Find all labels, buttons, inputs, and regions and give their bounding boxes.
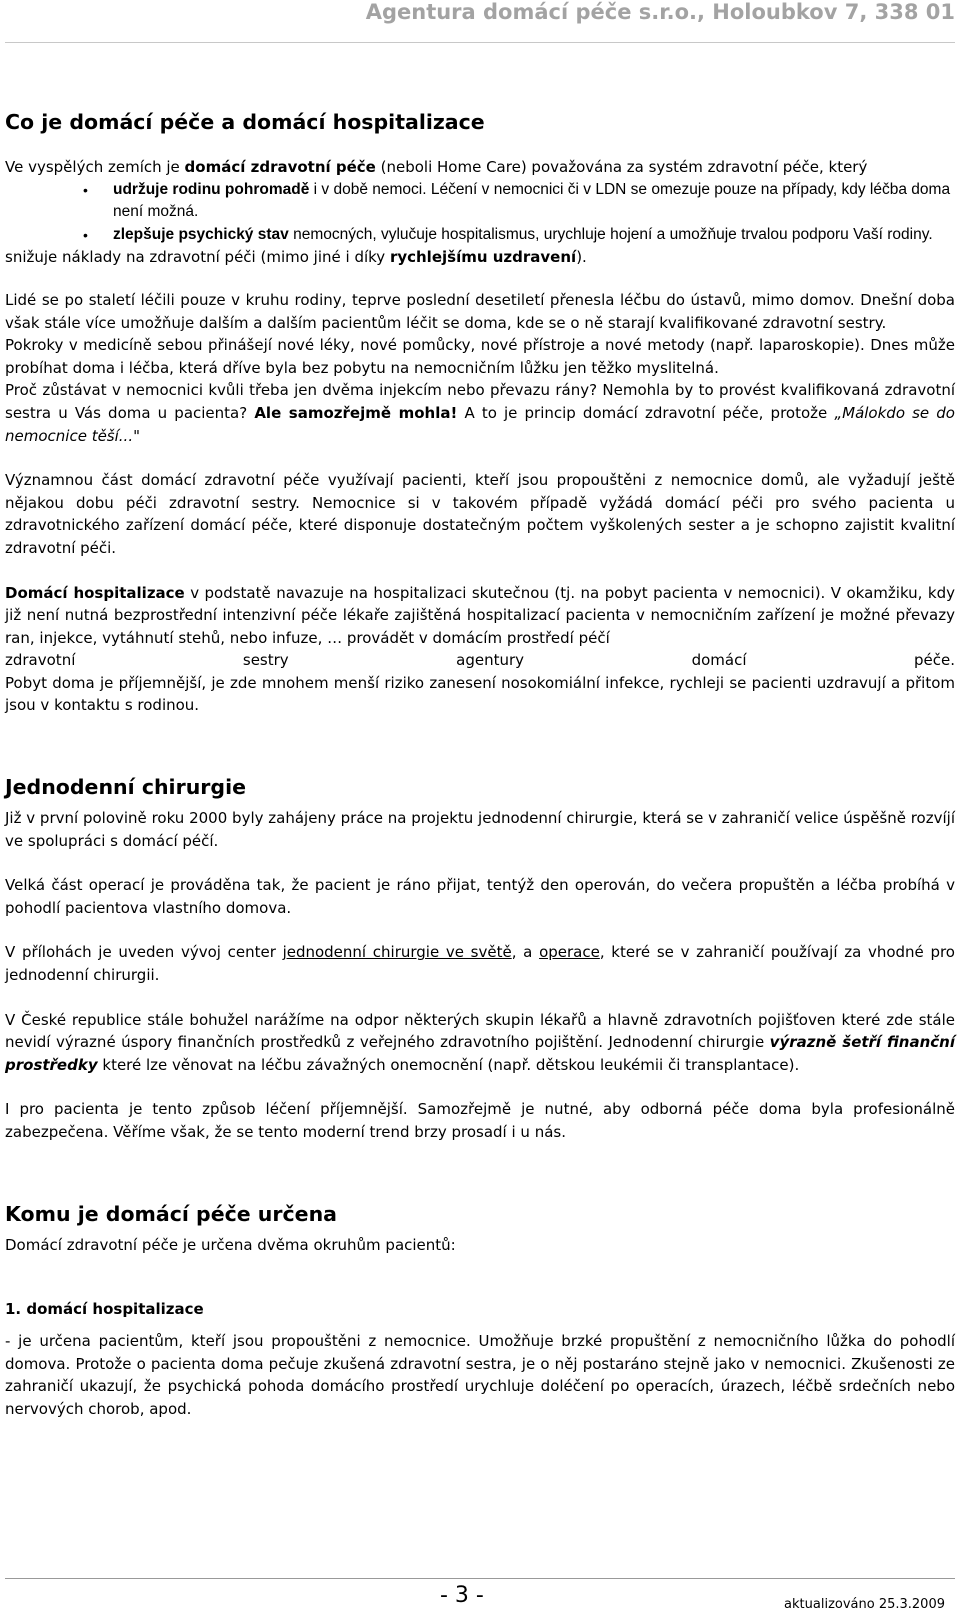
costs-paragraph	[5, 246, 955, 269]
day-surgery-paragraph-1: Již v první polovině roku 2000 byly zahájeny práce na projektu jednodenní chirurgie, která se v zahraničí velice úspěšně rozvíjí ve spolupráci s domácí péčí.	[5, 809, 955, 850]
day-surgery-paragraph-4	[5, 1009, 955, 1077]
bullet-bold: zlepšuje psychický stav	[113, 225, 289, 243]
page-number: - 3 -	[440, 1583, 484, 1608]
list-item	[113, 224, 955, 247]
document-content	[5, 108, 955, 1421]
home-hospitalization-text: v podstatě navazuje na hospitalizaci skutečnou (tj. na pobyt pacienta v nemocnici). V okamžiku, kdy již není nutná bezprostřední intenzivní péče lékaře zajištěná hospitalizací pacienta v nemocničním zařízení je možné převazy ran, injekce, vytáhnutí stehů, nebo infuze, … provádět v domácím prostředí péčí	[5, 583, 955, 647]
section-heading-target-groups: Komu je domácí péče určena	[5, 1201, 337, 1226]
subheading-home-hospitalization: 1. domácí hospitalizace	[5, 1300, 204, 1319]
home-comfort-paragraph: Pobyt doma je příjemnější, je zde mnohem menší riziko zanesení nosokomiální infekce, rychleji se pacienti uzdravují a přitom jsou v kontaktu s rodinou.	[5, 673, 955, 715]
last-updated: aktualizováno 25.3.2009	[784, 1597, 945, 1612]
link-day-surgery-centers[interactable]: jednodenní chirurgie ve světě	[282, 943, 512, 962]
day-surgery-paragraph-3	[5, 941, 955, 986]
czech-text-2: které lze věnovat na léčbu závažných onemocnění (např. dětskou leukémii či transplantace).	[97, 1055, 800, 1074]
bullet-text: i v době nemoci. Léčení v nemocnici či v LDN se omezuje pouze na případy, kdy léčba doma není možná.	[113, 180, 951, 221]
attachments-text-2: , a	[511, 943, 540, 962]
czech-text: V České republice stále bohužel narážíme na odpor některých skupin lékařů a hlavně zdravotních pojišťoven které zde stále nevidí výrazné úspory finančních prostředků z veřejného zdravotního pojištění. Jednodenní chirurgie	[5, 1010, 955, 1052]
link-operations[interactable]: operace	[539, 943, 600, 962]
costs-text-end: ).	[576, 248, 587, 267]
section-heading-day-surgery: Jednodenní chirurgie	[5, 775, 247, 800]
principle-text-2: A to je princip domácí zdravotní péče, protože	[457, 403, 835, 422]
intro-paragraph	[5, 156, 955, 179]
page-header: Agentura domácí péče s.r.o., Holoubkov 7, 338 01	[365, 0, 955, 24]
principle-paragraph	[5, 379, 955, 447]
intro-bold: domácí zdravotní péče	[184, 158, 376, 176]
attachments-text: V přílohách je uveden vývoj center	[5, 943, 283, 962]
home-hospitalization-paragraph	[5, 582, 955, 650]
history-paragraph: Lidé se po staletí léčili pouze v kruhu rodiny, teprve poslední desetiletí přenesla léčbu do ústavů, mimo domov. Dnešní doba však stále více umožňuje dalším a dalším pacientům léčit se doma, kde se o ně starají kvalifikované zdravotní sestry.	[5, 290, 955, 332]
discharged-patients-paragraph: Významnou část domácí zdravotní péče využívají pacienti, kteří jsou propouštěni z nemocnice domů, ale vyžadují ještě nějakou dobu péči zdravotní sestry. Nemocnice si v takovém případě vyžádá domácí péči pro svého pacienta u zdravotnického zařízení domácí péče, které disponuje dostatečným počtem vyškolených sester a je schopno zajistit kvalitní zdravotní péči.	[5, 471, 955, 557]
principle-bold: Ale samozřejmě mohla!	[254, 403, 458, 422]
day-surgery-paragraph-5: I pro pacienta je tento způsob léčení příjemnější. Samozřejmě je nutné, aby odborná péče doma byla profesionálně zabezpečena. Věříme však, že se tento moderní trend brzy prosadí i u nás.	[5, 1100, 955, 1141]
footer-divider	[5, 1578, 955, 1579]
progress-paragraph: Pokroky v medicíně sebou přinášejí nové léky, nové pomůcky, nové přístroje a nové metody (např. laparoskopie). Dnes může probíhat doma i léčba, která dříve byla bez pobytu na nemocničním lůžku jen těžko myslitelná.	[5, 336, 955, 377]
principle-quote: „Málokdo se do nemocnice těší...	[5, 403, 955, 445]
principle-text: Proč zůstávat v nemocnici kvůli třeba jen dvěma injekcím nebo převazu rány? Nemohla by to provést kvalifikovaná zdravotní sestra u Vás doma u pacienta?	[5, 381, 955, 422]
bullet-text: nemocných, vylučuje hospitalismus, urychluje hojení a umožňuje trvalou podporu Vaší rodiny.	[288, 225, 933, 243]
target-groups-intro: Domácí zdravotní péče je určena dvěma okruhům pacientů:	[5, 1235, 456, 1254]
home-hospitalization-line: zdravotní sestry agentury domácí péče.	[5, 651, 955, 670]
costs-bold: rychlejšímu uzdravení	[389, 248, 577, 267]
bullet-bold: udržuje rodinu pohromadě	[113, 180, 310, 198]
principle-quote-end: "	[133, 426, 140, 445]
day-surgery-paragraph-2: Velká část operací je prováděna tak, že pacient je ráno přijat, tentýž den operován, do večera propuštěn a léčba probíhá v pohodlí pacientova vlastního domova.	[5, 876, 955, 917]
list-item	[113, 179, 955, 224]
costs-text: snižuje náklady na zdravotní péči (mimo jiné i díky	[5, 248, 390, 267]
savings-emphasis: výrazně šetří finanční prostředky	[5, 1033, 955, 1074]
benefits-list	[5, 179, 955, 247]
home-hospitalization-description: - je určena pacientům, kteří jsou propouštěni z nemocnice. Umožňuje brzké propuštění z nemocničního lůžka do pohodlí domova. Protože o pacienta doma pečuje zkušená zdravotní sestra, je o něj postaráno stejně jako v nemocnici. Zkušenosti ze zahraničí ukazují, že psychická pohoda domácího prostředí urychluje doléčení po operacích, úrazech, léčbě srdečních nebo nervových chorob, apod.	[5, 1332, 955, 1418]
intro-text-end: (neboli Home Care) považována za systém zdravotní péče, který	[375, 158, 868, 176]
header-divider	[5, 42, 955, 43]
home-hospitalization-bold: Domácí hospitalizace	[5, 583, 185, 602]
attachments-text-3: , které se v zahraničí používají za vhodné pro jednodenní chirurgii.	[5, 943, 955, 985]
intro-text: Ve vyspělých zemích je	[5, 158, 185, 176]
section-heading-home-care: Co je domácí péče a domácí hospitalizace	[5, 110, 485, 134]
document-page	[5, 0, 955, 1617]
